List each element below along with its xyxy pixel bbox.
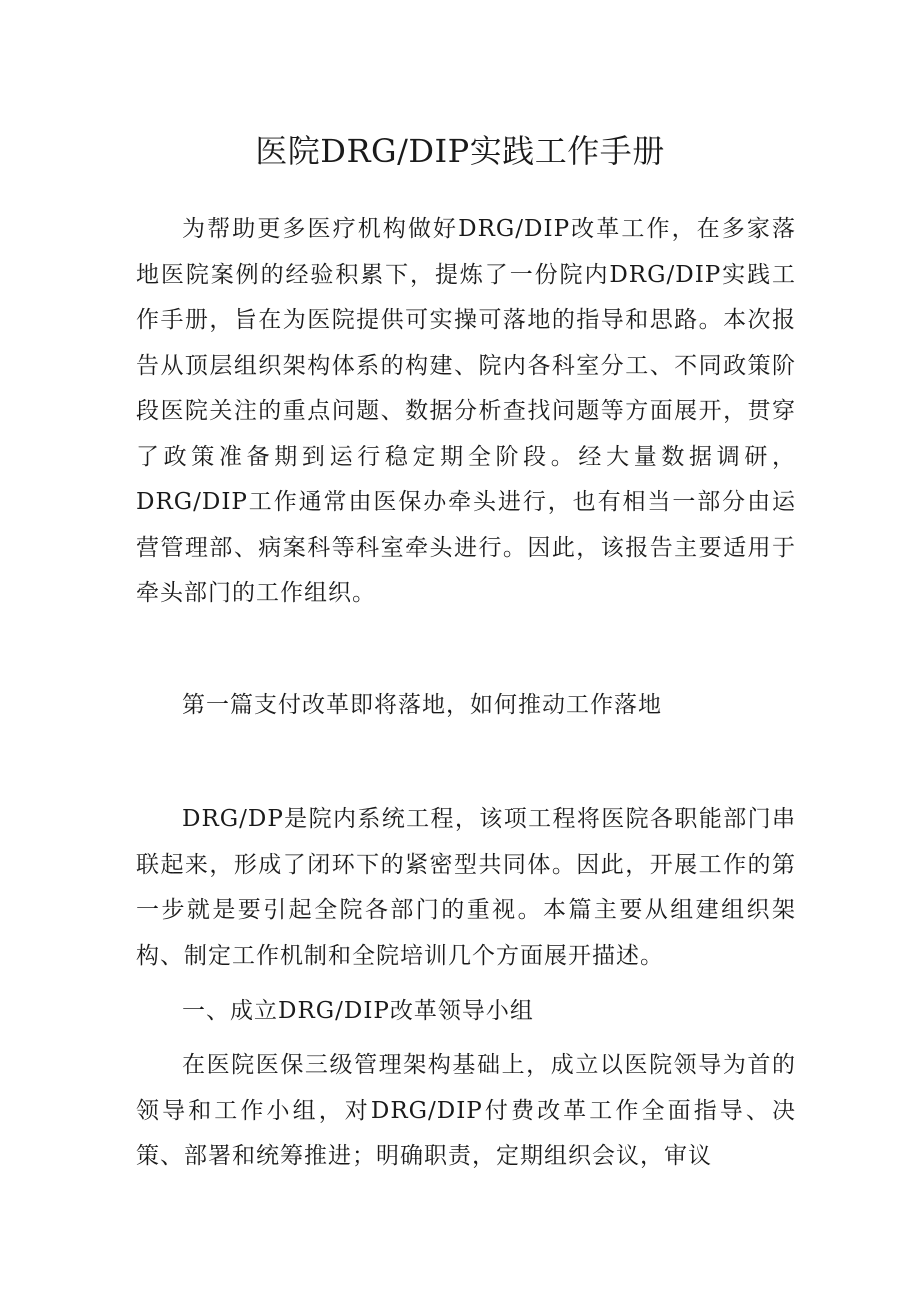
intro-paragraph: 为帮助更多医疗机构做好DRG/DIP改革工作，在多家落地医院案例的经验积累下，提炼了一份院内DRG/DIP实践工作手册，旨在为医院提供可实操可落地的指导和思路。本次报告从顶层组织架构体系的构建、院内各科室分工、不同政策阶段医院关注的重点问题、数据分析查找问题等方面展开，贯穿了政策准备期到运行稳定期全阶段。经大量数据调研，DRG/DIP工作通常由医保办牵头进行，也有相当一部分由运营管理部、病案科等科室牵头进行。因此，该报告主要适用于牵头部门的工作组织。: [136, 216, 796, 606]
part-one-paragraph: DRG/DP是院内系统工程，该项工程将医院各职能部门串联起来，形成了闭环下的紧密型共同体。因此，开展工作的第一步就是要引起全院各部门的重视。本篇主要从组建组织架构、制定工作机制和全院培训几个方面展开描述。: [136, 806, 796, 969]
section-one-heading: 一、成立DRG/DIP改革领导小组: [182, 998, 534, 1024]
part-one-heading: 第一篇支付改革即将落地，如何推动工作落地: [182, 692, 662, 718]
document-title: 医院DRG/DIP实践工作手册: [255, 132, 665, 170]
section-one-paragraph: 在医院医保三级管理架构基础上，成立以医院领导为首的领导和工作小组，对DRG/DIP付费改革工作全面指导、决策、部署和统筹推进；明确职责，定期组织会议，审议: [136, 1052, 796, 1169]
